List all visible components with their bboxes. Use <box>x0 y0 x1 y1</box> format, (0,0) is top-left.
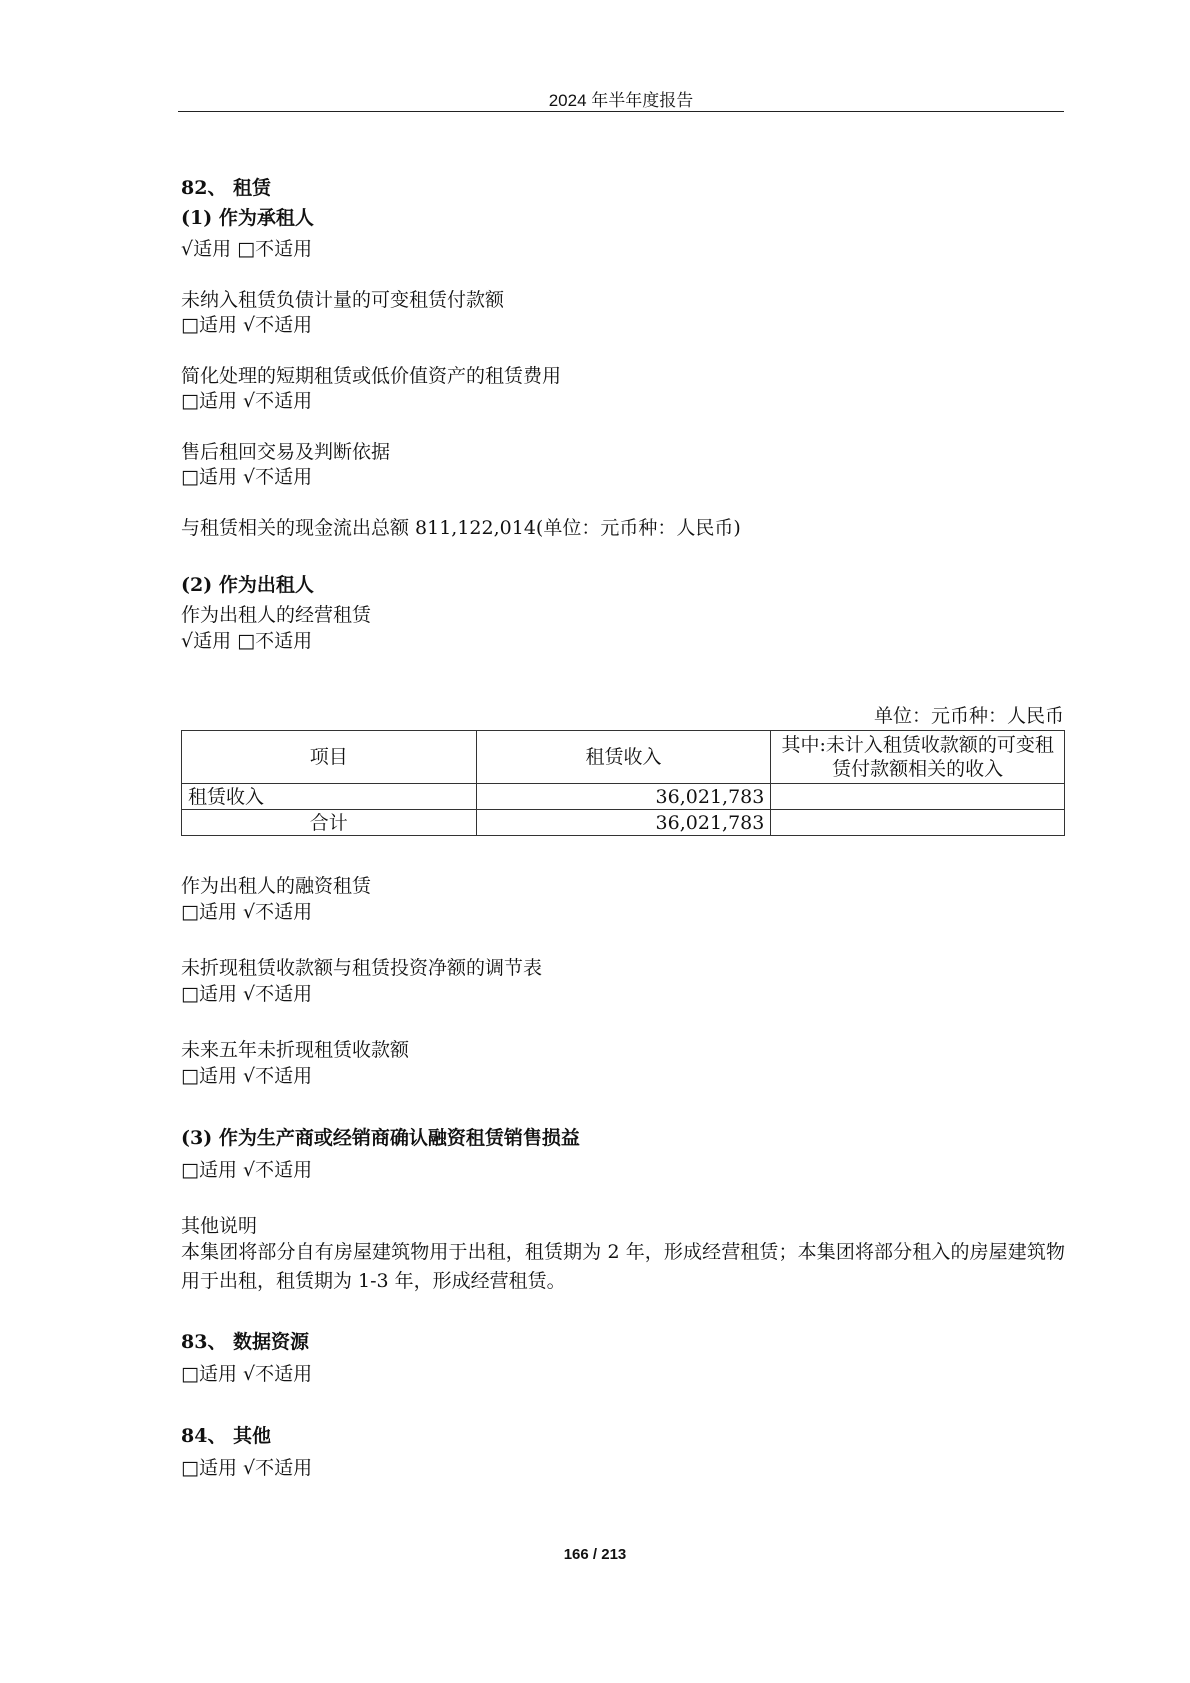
table-cell: 合计 <box>182 810 477 836</box>
section-82-title: 82、 租赁 <box>181 177 272 199</box>
section-84-title: 84、 其他 <box>181 1425 272 1447</box>
reconciliation-title: 未折现租赁收款额与租赁投资净额的调节表 <box>181 957 543 979</box>
header-divider <box>178 111 1064 112</box>
other-notes-title: 其他说明 <box>181 1215 258 1237</box>
table-row <box>182 810 1065 836</box>
manufacturer-applicable: □适用 √不适用 <box>181 1159 313 1181</box>
lessee-applicable: √适用 □不适用 <box>181 238 313 260</box>
section-83-title: 83、 数据资源 <box>181 1331 310 1353</box>
five-year-applicable: □适用 √不适用 <box>181 1065 313 1087</box>
table-cell <box>771 810 1065 836</box>
page-header: 2024 年半年度报告 <box>548 91 694 110</box>
table-cell: 租赁收入 <box>182 784 477 810</box>
variable-payments-applicable: □适用 √不适用 <box>181 314 313 336</box>
operating-lease-applicable: √适用 □不适用 <box>181 630 313 652</box>
variable-payments-title: 未纳入租赁负债计量的可变租赁付款额 <box>181 289 505 311</box>
table-header-cell: 其中:未计入租赁收款额的可变租赁付款额相关的收入 <box>771 731 1065 784</box>
operating-lease-table <box>181 730 1065 836</box>
table-cell <box>771 784 1065 810</box>
table-header-cell: 租赁收入 <box>476 731 771 784</box>
table-header-row <box>182 731 1065 784</box>
section-83-applicable: □适用 √不适用 <box>181 1363 313 1385</box>
other-notes-text: 本集团将部分自有房屋建筑物用于出租，租赁期为 2 年，形成经营租赁；本集团将部分租入的房屋建筑物用于出租，租赁期为 1-3 年，形成经营租赁。 <box>181 1241 1065 1292</box>
short-term-lease-applicable: □适用 √不适用 <box>181 390 313 412</box>
page-number: 166 / 213 <box>563 1546 627 1563</box>
finance-lease-title: 作为出租人的融资租赁 <box>181 875 372 897</box>
lessor-title: (2) 作为出租人 <box>181 574 314 596</box>
section-84-applicable: □适用 √不适用 <box>181 1457 313 1479</box>
lease-cash-outflow: 与租赁相关的现金流出总额 811,122,014(单位：元币种：人民币) <box>181 517 741 539</box>
table-cell: 36,021,783 <box>476 784 771 810</box>
table-cell: 36,021,783 <box>476 810 771 836</box>
five-year-title: 未来五年未折现租赁收款额 <box>181 1039 410 1061</box>
sale-leaseback-applicable: □适用 √不适用 <box>181 466 313 488</box>
lessee-title: (1) 作为承租人 <box>181 207 314 229</box>
table-header-cell: 项目 <box>182 731 477 784</box>
table-unit: 单位：元币种：人民币 <box>873 705 1064 727</box>
reconciliation-applicable: □适用 √不适用 <box>181 983 313 1005</box>
short-term-lease-title: 简化处理的短期租赁或低价值资产的租赁费用 <box>181 365 562 387</box>
finance-lease-applicable: □适用 √不适用 <box>181 901 313 923</box>
manufacturer-title: (3) 作为生产商或经销商确认融资租赁销售损益 <box>181 1127 580 1149</box>
sale-leaseback-title: 售后租回交易及判断依据 <box>181 441 391 463</box>
table-row <box>182 784 1065 810</box>
operating-lease-title: 作为出租人的经营租赁 <box>181 604 372 626</box>
